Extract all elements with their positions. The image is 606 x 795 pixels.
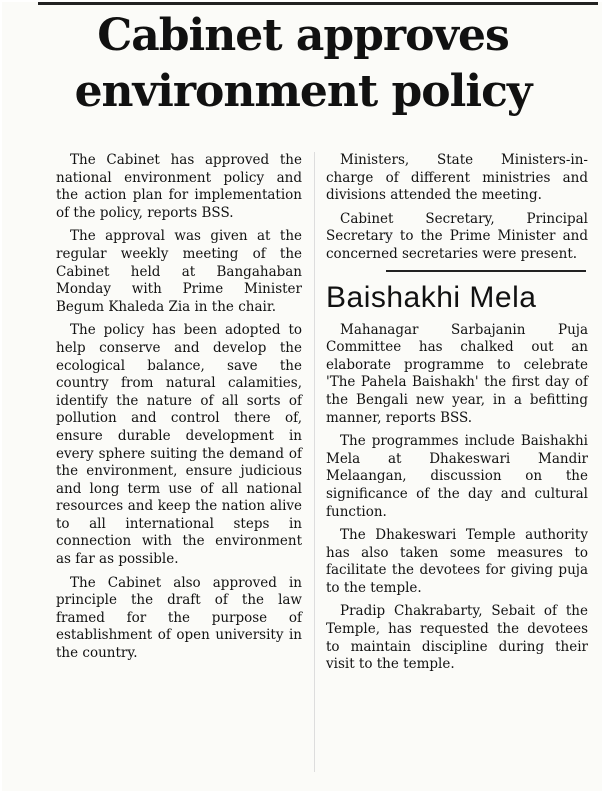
- paragraph: Pradip Chakrabarty, Sebait of the Temple, has requested the devotees to maintain discipline during their visit to the temple.: [326, 603, 588, 673]
- paragraph: The Cabinet also approved in principle the draft of the law framed for the purpose of establishment of open university in the country.: [56, 574, 302, 662]
- top-rule: [38, 2, 598, 5]
- paragraph: The policy has been adopted to help conserve and develop the ecological balance, save the country from natural calamities, identify the nature of all sorts of pollution and control there of, ensure durable development in every sphere suiting the demand of the environment, ensure judicious and long term use of all national resources and keep the nation alive to all international steps in connection with the environment as far as possible.: [56, 322, 302, 568]
- headline-line-1: Cabinet approves: [97, 10, 509, 61]
- headline-line-2: environment policy: [74, 66, 532, 117]
- right-column: [326, 152, 588, 680]
- headline: [0, 8, 606, 120]
- subhead-rule: [386, 270, 586, 272]
- paragraph: The Dhakeswari Temple authority has also taken some measures to facilitate the devotees for giving puja to the temple.: [326, 527, 588, 596]
- paragraph: Cabinet Secretary, Principal Secretary to the Prime Minister and concerned secretaries were present.: [326, 210, 588, 262]
- paragraph: Mahanagar Sarbajanin Puja Committee has chalked out an elaborate programme to celebrate 'The Pahela Baishakh' the first day of the Bengali new year, in a befitting manner, reports BSS.: [326, 321, 588, 426]
- paragraph: The Cabinet has approved the national environment policy and the action plan for implementation of the policy, reports BSS.: [56, 152, 302, 221]
- subhead: Baishakhi Mela: [326, 280, 537, 314]
- paragraph: The approval was given at the regular weekly meeting of the Cabinet held at Bangahaban Monday with Prime Minister Begum Khaleda Zia in the chair.: [56, 228, 302, 315]
- left-column: [56, 152, 302, 669]
- paragraph: The programmes include Baishakhi Mela at Dhakeswari Mandir Melaangan, discussion on the significance of the day and cultural function.: [326, 433, 588, 520]
- column-divider: [314, 152, 315, 772]
- paragraph: Ministers, State Ministers-in-charge of different ministries and divisions attended the meeting.: [326, 152, 588, 204]
